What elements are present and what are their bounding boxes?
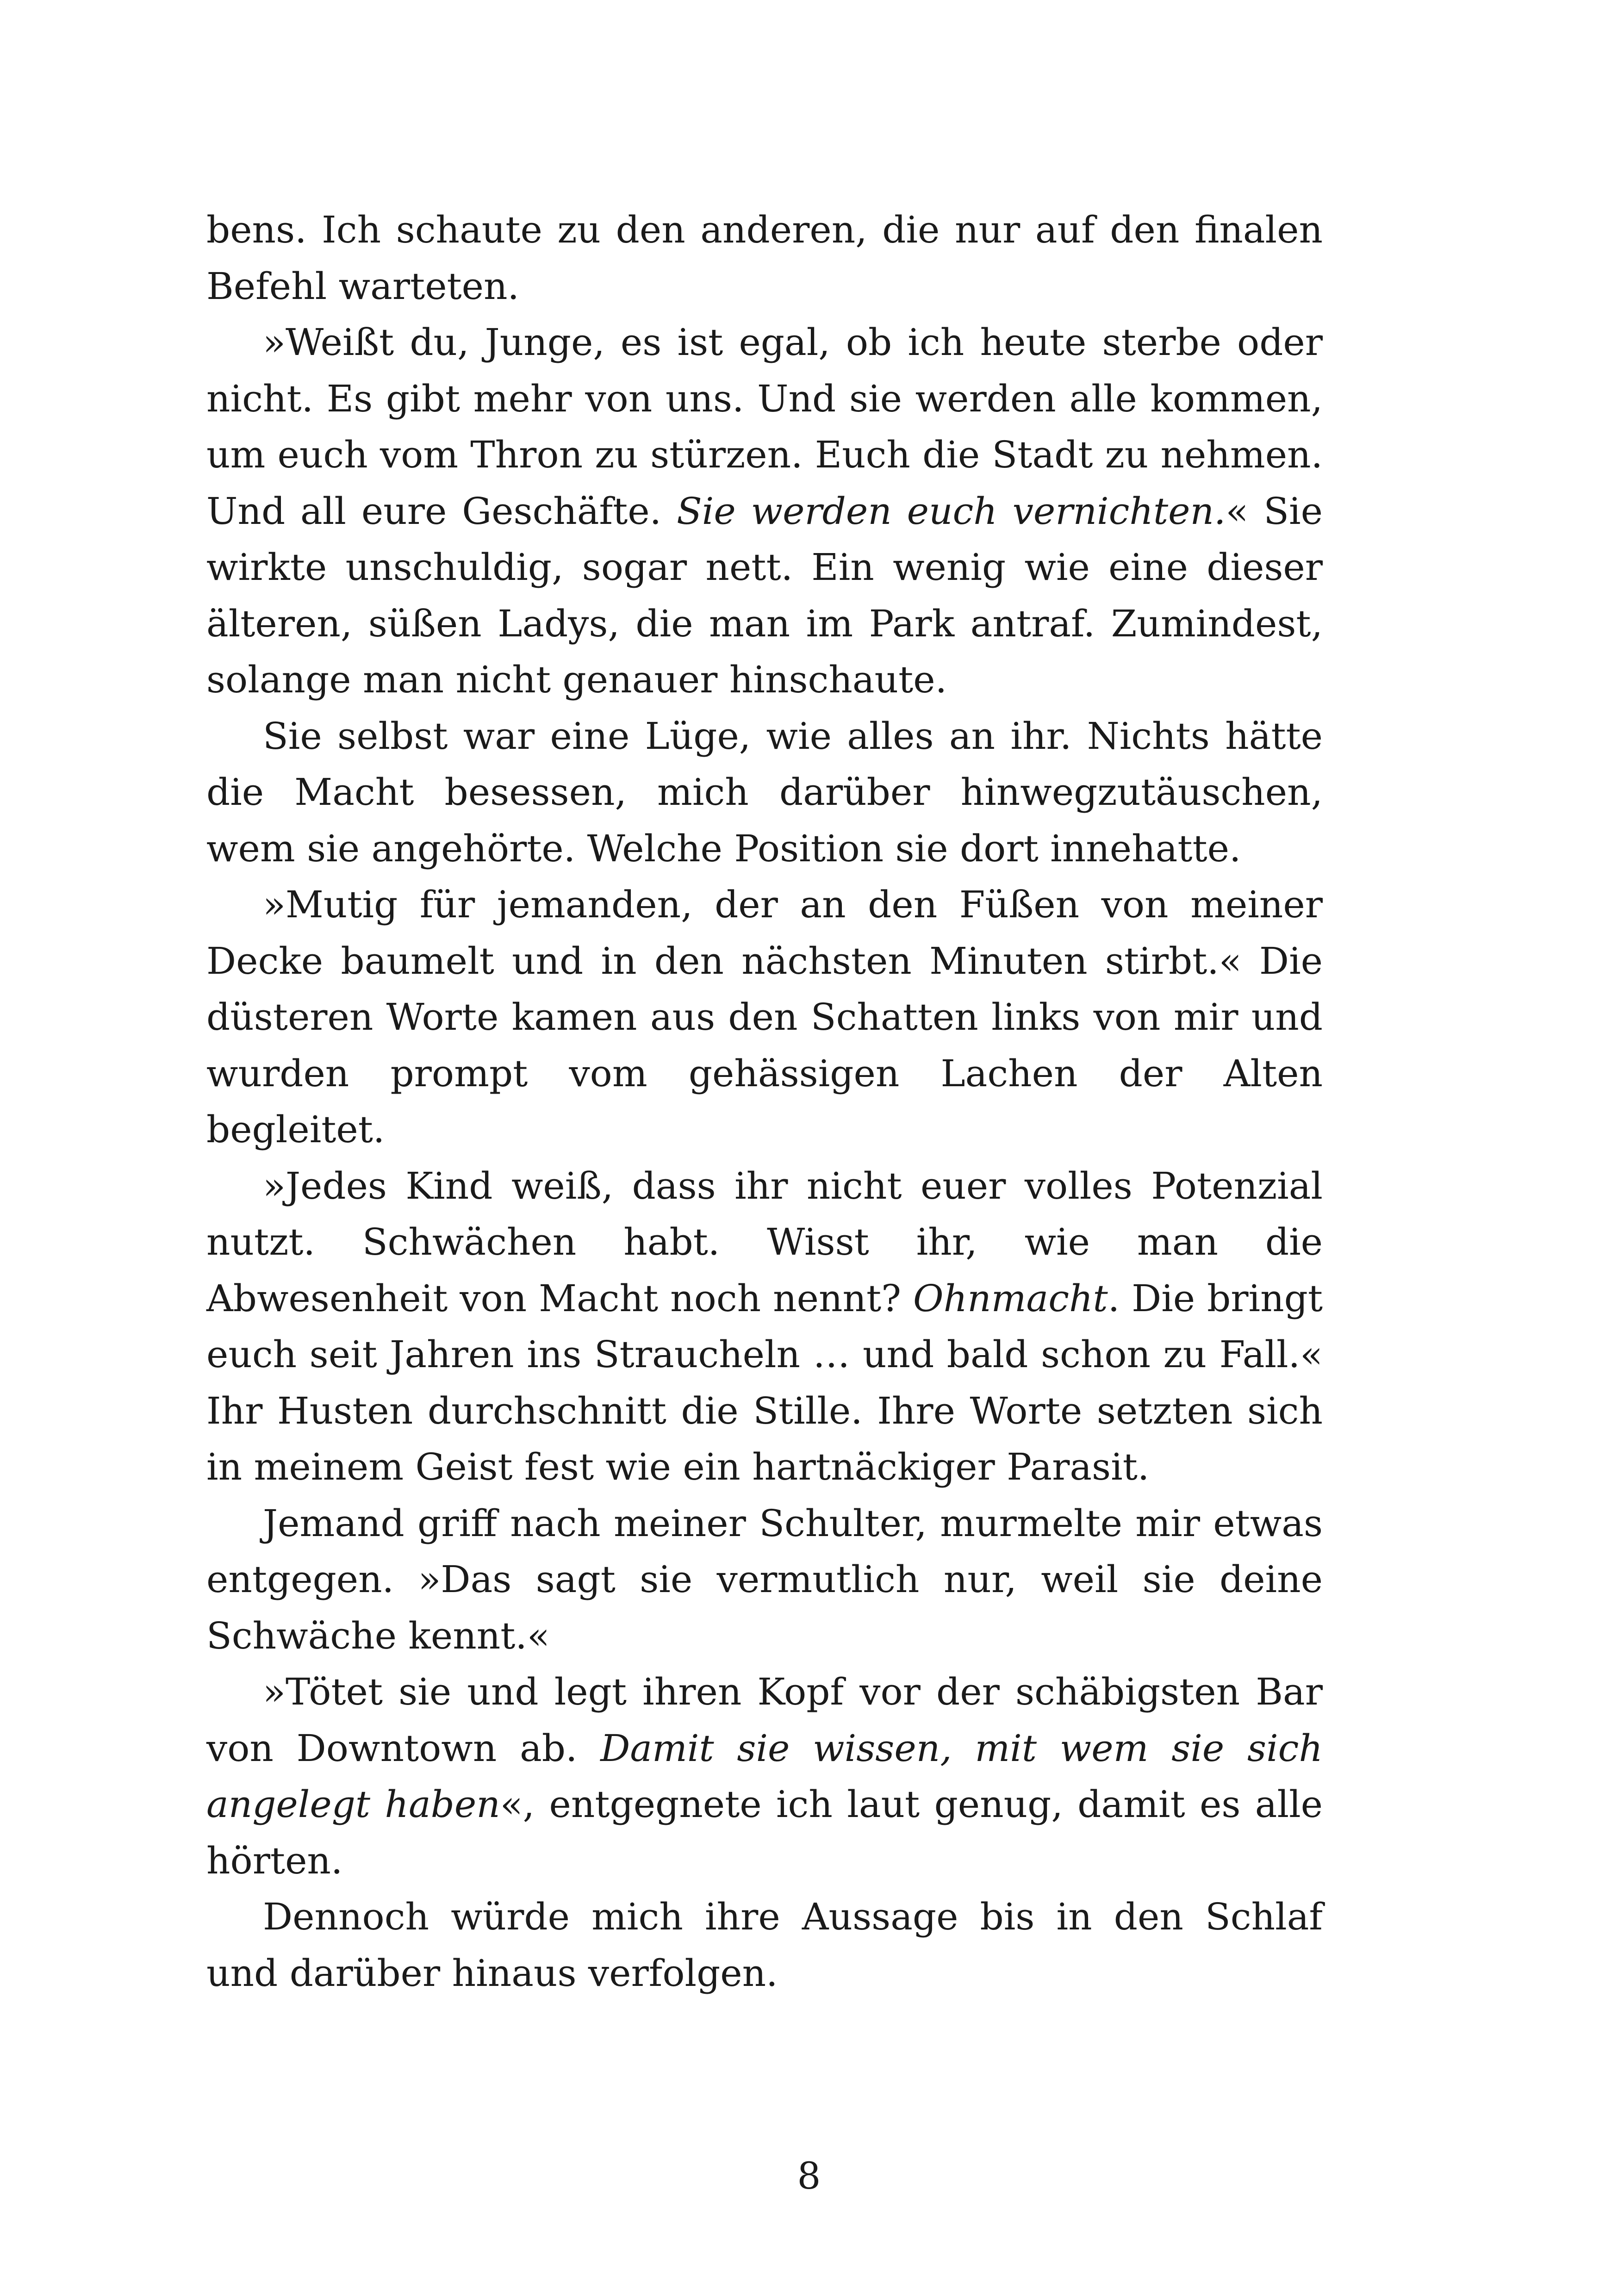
- text-run: bens. Ich schaute zu den anderen, die nur auf den finalen Befehl warteten.: [206, 208, 1323, 308]
- paragraph: [206, 1889, 1323, 2001]
- text-run: « Sie wirkte unschuldig, sogar nett. Ein wenig wie eine dieser älteren, süßen Ladys, die man im Park antraf. Zumindest, solange man nicht genauer hinschaute.: [206, 489, 1323, 701]
- page-number: 8: [797, 2154, 821, 2197]
- text-run: «, entgegnete ich laut genug, damit es alle hörten.: [206, 1783, 1323, 1882]
- paragraph: [206, 202, 1323, 314]
- text-run: . Die bringt euch seit Jahren ins Straucheln … und bald schon zu Fall.« Ihr Husten durchschnitt die Stille. Ihre Worte setzten sich in meinem Geist fest wie ein hartnäckiger Parasit.: [206, 1276, 1323, 1488]
- paragraph: [206, 1664, 1323, 1889]
- italic-text: Ohnmacht: [913, 1276, 1108, 1320]
- paragraph: [206, 877, 1323, 1158]
- paragraph: [206, 708, 1323, 877]
- paragraph: [206, 1495, 1323, 1664]
- text-run: Sie selbst war eine Lüge, wie alles an ihr. Nichts hätte die Macht besessen, mich darüber hinwegzutäuschen, wem sie angehörte. Welche Position sie dort innehatte.: [206, 714, 1323, 870]
- text-run: »Weißt du, Junge, es ist egal, ob ich heute sterbe oder nicht. Es gibt mehr von uns. Und sie werden alle kommen, um euch vom Thron zu stürzen. Euch die Stadt zu nehmen. Und all eure Geschäfte.: [206, 321, 1323, 533]
- italic-text: Sie werden euch vernichten.: [676, 489, 1226, 533]
- text-run: »Jedes Kind weiß, dass ihr nicht euer volles Potenzial nutzt. Schwächen habt. Wisst ihr, wie man die Abwesenheit von Macht noch nennt?: [206, 1164, 1323, 1320]
- text-run: Jemand griff nach meiner Schulter, murmelte mir etwas entgegen. »Das sagt sie vermutlich nur, weil sie deine Schwäche kennt.«: [206, 1501, 1323, 1657]
- body-text: [206, 202, 1323, 2001]
- paragraph: [206, 314, 1323, 708]
- text-run: Dennoch würde mich ihre Aussage bis in den Schlaf und darüber hinaus verfolgen.: [206, 1895, 1323, 1995]
- italic-text: Damit sie wissen, mit wem sie sich angelegt haben: [206, 1726, 1323, 1826]
- text-run: »Tötet sie und legt ihren Kopf vor der schäbigsten Bar von Downtown ab.: [206, 1670, 1323, 1770]
- paragraph: [206, 1158, 1323, 1495]
- text-run: »Mutig für jemanden, der an den Füßen von meiner Decke baumelt und in den nächsten Minuten stirbt.« Die düsteren Worte kamen aus den Schatten links von mir und wurden prompt vom gehässigen Lachen der Alten begleitet.: [206, 883, 1323, 1151]
